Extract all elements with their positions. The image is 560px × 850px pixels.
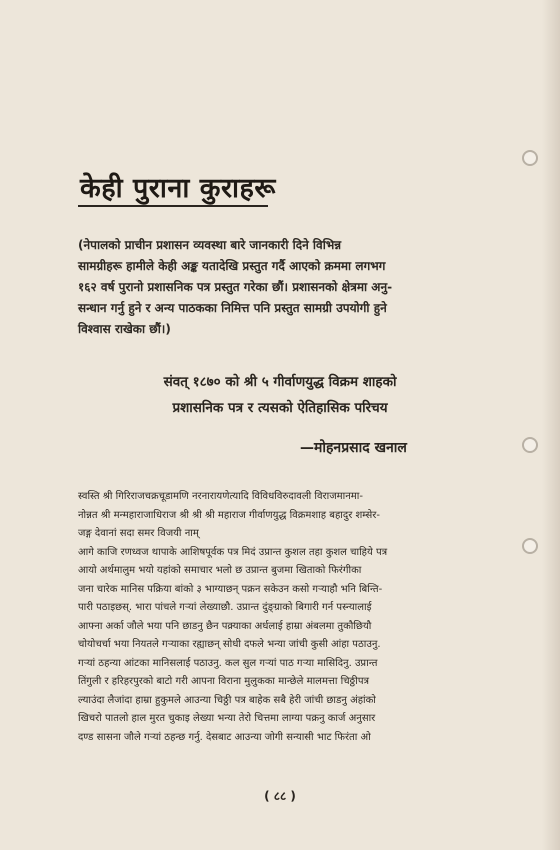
- body-line: आयो अर्थमालुम भयो यहांको समाचार भलो छ उप्रान्त बुजमा खिताको फिरंगीका: [78, 565, 362, 576]
- body-line: दण्ड सासना जौले गर्‍यां ठहन्छ गर्नु. देसबाट आउन्या जोगी सन्यासी भाट फिरंता ओ: [78, 731, 371, 743]
- intro-line: विश्वास राखेका छौं।): [78, 322, 171, 336]
- intro-paragraph: [78, 235, 478, 340]
- body-line: जङ्ग देवानां सदा समर विजयी नाम्: [78, 528, 199, 539]
- intro-line: सामग्रीहरू हामीले केही अङ्क यतादेखि प्रस्तुत गर्दै आएको क्रममा लगभग: [78, 259, 386, 273]
- body-line: चोयोचर्चा भया नियतले गर्‍याका रह्याछन् सोधी दफले भन्या जांची कुसी आंहा पठाउनु.: [78, 639, 381, 650]
- binding-hole: [522, 150, 538, 166]
- binding-hole: [522, 538, 538, 554]
- body-line: गर्‍यां ठहन्या आंटका मानिसलाई पठाउनु. कल सुल गर्‍यां पाठ गर्‍या मासिदिनु. उप्रान्त: [78, 657, 378, 669]
- page-edge-shadow: [542, 0, 560, 850]
- page-number: ( ८८ ): [264, 789, 296, 803]
- binding-hole: [522, 437, 538, 453]
- intro-line: १६२ वर्ष पुरानो प्रशासनिक पत्र प्रस्तुत गरेका छौं। प्रशासनको क्षेत्रमा अनु-: [78, 280, 393, 294]
- article-heading: केही पुराना कुराहरू: [80, 173, 276, 204]
- body-line: आफ्ना अर्का जौले भया पनि छाडनु छैन पक्र्याका अर्धलाई हाम्रा अंबलमा तुकौछियौ: [78, 620, 372, 632]
- letter-body: [78, 488, 478, 747]
- body-line: स्वस्ति श्री गिरिराजचक्रचूडामणि नरनारायणेत्यादि विविधविरुदावली विराजमानमा-: [78, 491, 363, 502]
- article-subtitle-line-2: प्रशासनिक पत्र र त्यसको ऐतिहासिक परिचय: [172, 400, 388, 416]
- body-line: ल्याउंदा लैजांदा हाम्रा हुकुमले आउन्या चिठ्ठी पत्र बाहेक सबै हेरी जांची छाडनु अंहांको: [78, 694, 376, 706]
- intro-line: सन्धान गर्नु हुने र अन्य पाठकका निमित्त पनि प्रस्तुत सामग्री उपयोगी हुने: [78, 301, 387, 315]
- body-line: आगे काजि रणध्वज थापाके आशिषपूर्वक पत्र मिदं उप्रान्त कुशल तहा कुशल चाहिये पत्र: [78, 546, 388, 558]
- article-subtitle-line-1: संवत् १८७० को श्री ५ गीर्वाणयुद्ध विक्रम शाहको: [163, 374, 397, 390]
- heading-underline: [78, 205, 268, 207]
- body-line: जना चारेक मानिस पक्रिया बांको ३ भाग्याछन् पक्रन सकेउन कसो गर्‍याहौ भनि बिन्ति-: [78, 583, 383, 595]
- author-byline: —मोहनप्रसाद खनाल: [300, 440, 407, 456]
- body-line: खिचरो पातलो हाल मुरत चुकाइ लेख्या भन्या तेरो चित्तमा लाग्या पक्रनु कार्ज अनुसार: [78, 713, 376, 724]
- body-line: तिंगुली र हरिहरपुरको बाटो गरी आपना विराना मुलुकका मान्छेले मालमत्ता चिठ्ठीपत्र: [78, 676, 370, 687]
- body-line: नोन्नत श्री मन्महाराजाधिराज श्री श्री श्री महाराज गीर्वाणयुद्ध विक्रमशाह बहादुर शम्सेर-: [78, 509, 380, 521]
- intro-line: (नेपालको प्राचीन प्रशासन व्यवस्था बारे जानकारी दिने विभिन्न: [78, 238, 342, 252]
- body-line: पारी पठाइछस्. भारा पांचले गर्‍यां लेख्याछौ. उप्रान्त दुंङ्‍ग्राको बिगारी गर्न पस्न्यालाई: [78, 602, 372, 613]
